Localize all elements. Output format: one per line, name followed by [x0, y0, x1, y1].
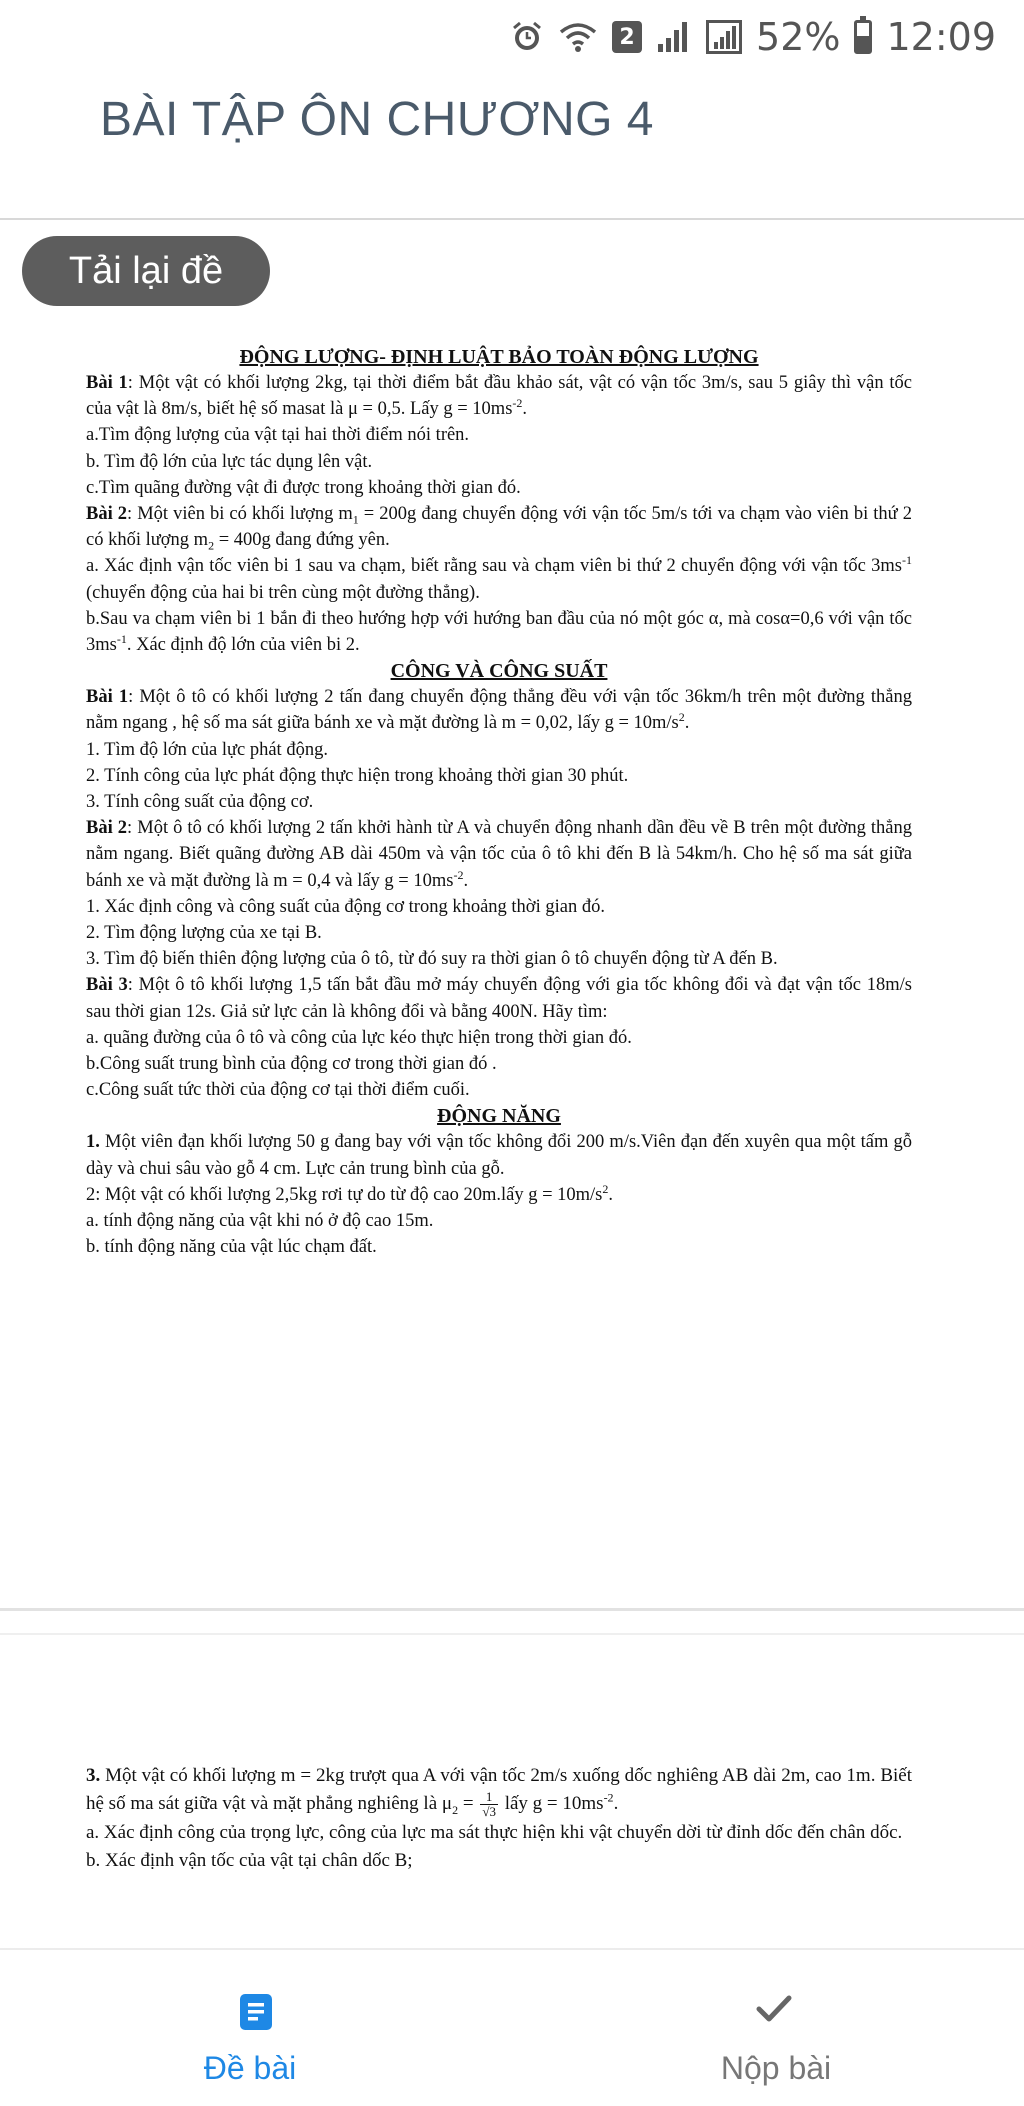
- exponent: -2: [603, 1790, 614, 1805]
- status-bar: [0, 0, 1024, 74]
- exercise-text: : Một viên bi có khối lượng m: [127, 504, 353, 525]
- exercise-label: Bài 3: [86, 975, 128, 996]
- header-divider: [0, 218, 1024, 220]
- bottom-navigation: [0, 1948, 1024, 2106]
- exam-document-page-2: [86, 1762, 912, 1875]
- punctuation: .: [608, 1184, 613, 1205]
- exercise-line: c.Công suất tức thời của động cơ tại thời điểm cuối.: [86, 1080, 470, 1101]
- exponent: -1: [902, 553, 912, 568]
- exercise-line: [86, 606, 912, 658]
- exponent: 2: [678, 710, 685, 725]
- tab-submit[interactable]: [512, 1950, 1024, 2106]
- punctuation: .: [684, 713, 690, 734]
- exponent: 2: [602, 1181, 609, 1196]
- clock: 12:09: [886, 15, 996, 59]
- exercise-paragraph: [86, 1129, 912, 1181]
- exponent: -2: [512, 396, 523, 411]
- alarm-icon: [510, 20, 544, 54]
- exercise-line: a. Xác định công của trọng lực, công của lực ma sát thực hiện khi vật chuyển dời từ đỉnh dốc đến chân dốc.: [86, 1822, 903, 1844]
- exercise-label: Bài 2: [86, 504, 128, 525]
- exercise-text: a. Xác định vận tốc viên bi 1 sau va chạm, biết rằng sau và chạm viên bi thứ 2 chuyển động với vận tốc 3ms: [86, 556, 902, 577]
- wifi-icon: [558, 20, 598, 54]
- tab-exam-label: Đề bài: [203, 2050, 297, 2086]
- exercise-text: b.Sau va chạm viên bi 1 bắn đi theo hướng hợp với hướng ban đầu của nó một góc α, mà cosα=0,6 với vận tốc 3ms: [86, 608, 912, 656]
- exercise-line: 3. Tìm độ biến thiên động lượng của ô tô, từ đó suy ra thời gian ô tô chuyển động từ A đến B.: [86, 949, 778, 970]
- exercise-text: Một viên đạn khối lượng 50 g đang bay với vận tốc không đổi 200 m/s.Viên đạn đến xuyên qua một tấm gỗ dày và chui sâu vào gỗ 4 cm. Lực cản trung bình của gỗ.: [86, 1132, 912, 1179]
- exercise-text: . Xác định độ lớn của viên bi 2.: [126, 635, 360, 656]
- exponent: -1: [116, 631, 127, 646]
- page-divider: [0, 1633, 1024, 1635]
- exercise-line: a.Tìm động lượng của vật tại hai thời điểm nói trên.: [86, 425, 470, 446]
- punctuation: .: [522, 399, 528, 420]
- exercise-paragraph: 3. Một vật có khối lượng m = 2kg trượt qua A với vận tốc 2m/s xuống dốc nghiêng AB dài 2m, cao 1m. Biết hệ số ma sát giữa vật và mặt phẳng nghiêng là $\mu_2$ = $\frac{1}{√3}$ lấy $g = 10ms^{-2}$.: [86, 1765, 912, 1820]
- exercise-line: c.Tìm quãng đường vật đi được trong khoảng thời gian đó.: [86, 477, 521, 498]
- exercise-label: 1.: [86, 1132, 100, 1153]
- exercise-label: Bài 1: [86, 373, 128, 393]
- signal-icon-2: [706, 20, 742, 54]
- exercise-line: b. Xác định vận tốc của vật tại chân dốc B;: [86, 1850, 413, 1872]
- exercise-line: b.Công suất trung bình của động cơ trong thời gian đó .: [86, 1054, 497, 1075]
- exercise-line: 1. Xác định công và công suất của động cơ trong khoảng thời gian đó.: [86, 896, 605, 917]
- section-title-kinetic-energy: ĐỘNG NĂNG: [437, 1105, 561, 1128]
- fraction: [480, 1790, 498, 1819]
- exercise-text: Một vật có khối lượng m = 2kg trượt qua A với vận tốc 2m/s xuống dốc nghiêng AB dài 2m, cao 1m. Biết hệ số ma sát giữa vật và mặt phẳng nghiêng là μ: [86, 1765, 912, 1814]
- fraction-denominator: √3: [482, 1804, 496, 1820]
- punctuation: .: [463, 870, 469, 891]
- exercise-paragraph: [86, 972, 912, 1024]
- exercise-line: a. tính động năng của vật khi nó ở độ cao 15m.: [86, 1211, 434, 1232]
- exercise-text: : Một vật có khối lượng 2kg, tại thời điểm bắt đầu khảo sát, vật có vận tốc 3m/s, sau 5 giây thì vận tốc của vật là 8m/s, biết hệ số masat là μ = 0,5. Lấy g = 10ms: [86, 373, 912, 420]
- signal-icon: [656, 20, 692, 54]
- exercise-paragraph: [86, 501, 912, 553]
- exercise-line: 1. Tìm độ lớn của lực phát động.: [86, 739, 328, 760]
- sim-badge: 2: [612, 21, 642, 53]
- exercise-text: lấy g = 10ms: [499, 1793, 604, 1814]
- exercise-label: Bài 1: [86, 687, 129, 708]
- section-title-momentum: ĐỘNG LƯỢNG- ĐỊNH LUẬT BẢO TOÀN ĐỘNG LƯỢNG: [239, 346, 759, 368]
- exercise-paragraph: [86, 370, 912, 422]
- reload-exam-button[interactable]: Tải lại đề: [22, 236, 270, 306]
- exercise-text: = 200g đang chuyển động với vận tốc 5m/s tới va chạm vào viên bi thứ 2 có khối lượng m: [86, 504, 912, 551]
- exercise-line: [86, 553, 912, 605]
- exercise-paragraph: [86, 815, 912, 894]
- exercise-line: b. tính động năng của vật lúc chạm đất.: [86, 1237, 377, 1258]
- tab-submit-label: Nộp bài: [720, 2050, 832, 2086]
- subscript: 2: [208, 538, 215, 553]
- exercise-paragraph: [86, 684, 912, 736]
- section-title-work-power: CÔNG VÀ CÔNG SUẤT: [390, 660, 608, 683]
- fraction-numerator: 1: [480, 1790, 498, 1805]
- punctuation: .: [613, 1793, 619, 1814]
- subscript: 2: [452, 1802, 459, 1817]
- subscript: 1: [352, 512, 359, 527]
- page-divider: [0, 1608, 1024, 1611]
- battery-icon: [854, 20, 872, 54]
- exercise-text: : Một ô tô khối lượng 1,5 tấn bắt đầu mở máy chuyển động với gia tốc không đổi và đạt vận tốc 18m/s sau thời gian 12s. Giả sử lực cản là không đổi và bằng 400N. Hãy tìm:: [86, 975, 913, 1022]
- battery-percent: 52%: [756, 15, 841, 59]
- exercise-text: (chuyển động của hai bi trên cùng một đường thẳng).: [86, 582, 480, 603]
- exercise-text: : Một ô tô có khối lượng 2 tấn khởi hành từ A và chuyển động nhanh dần đều về B trên một đường thẳng nằm ngang. Biết quãng đường AB dài 450m và vận tốc của ô tô khi đến B là 54km/h. Cho hệ số ma sát giữa bánh xe và mặt đường là m = 0,4 và lấy g = 10ms: [86, 818, 912, 891]
- exercise-text: 2: Một vật có khối lượng 2,5kg rơi tự do từ độ cao 20m.lấy g = 10m/s: [86, 1184, 603, 1205]
- exponent: -2: [453, 867, 464, 882]
- exercise-paragraph: [86, 1182, 912, 1208]
- exercise-line: 3. Tính công suất của động cơ.: [86, 792, 314, 813]
- exercise-line: 2. Tính công của lực phát động thực hiện trong khoảng thời gian 30 phút.: [86, 765, 629, 786]
- document-icon: [236, 1992, 276, 2032]
- exercise-line: a. quãng đường của ô tô và công của lực kéo thực hiện trong thời gian đó.: [86, 1027, 632, 1048]
- exam-document-page-1: [86, 344, 912, 1261]
- battery-fill: [857, 36, 869, 51]
- exercise-label: Bài 2: [86, 818, 128, 839]
- page-title: BÀI TẬP ÔN CHƯƠNG 4: [100, 93, 654, 146]
- exercise-line: 2. Tìm động lượng của xe tại B.: [86, 923, 322, 944]
- exercise-label: 3.: [86, 1765, 101, 1786]
- checkmark-icon: [754, 1988, 794, 2028]
- exercise-text: : Một ô tô có khối lượng 2 tấn đang chuyển động thẳng đều với vận tốc 36km/h trên một đường thẳng nằm ngang , hệ số ma sát giữa bánh xe và mặt đường là m = 0,02, lấy g = 10m/s: [86, 687, 913, 734]
- exercise-line: b. Tìm độ lớn của lực tác dụng lên vật.: [86, 451, 373, 472]
- tab-exam[interactable]: [0, 1950, 512, 2106]
- exercise-text: = 400g đang đứng yên.: [214, 530, 390, 551]
